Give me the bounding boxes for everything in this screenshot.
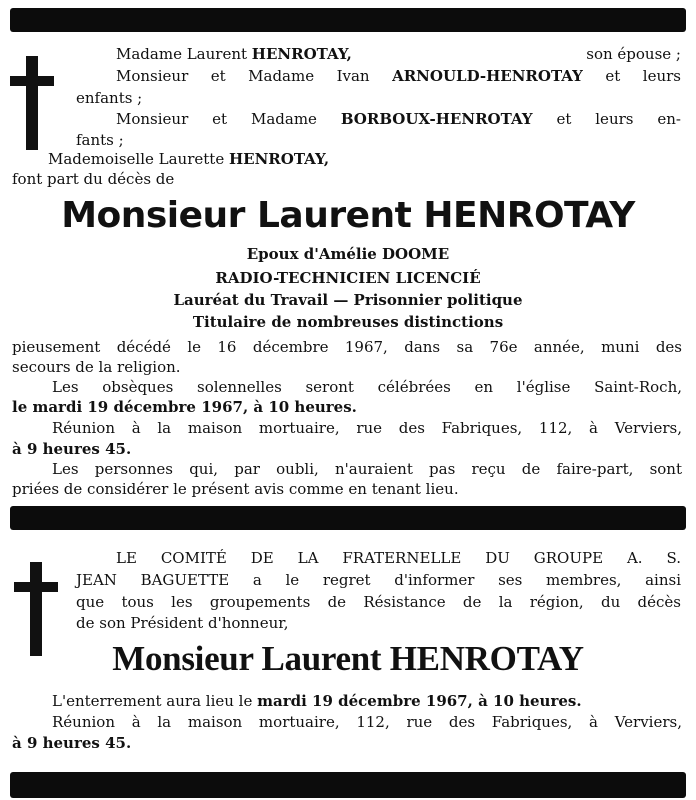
gathering-time-line: à 9 heures 45. xyxy=(12,734,132,752)
announcement-line: font part du décès de xyxy=(12,170,175,188)
body-line-7: Les personnes qui, par oubli, n'auraient pas reçu de faire-part, sont xyxy=(52,460,682,478)
body-line-8: priées de considérer le présent avis comme en tenant lieu. xyxy=(12,480,459,498)
honors-line: Lauréat du Travail — Prisonnier politique xyxy=(173,291,523,309)
cross-icon xyxy=(10,56,54,150)
family-line-2: Monsieur et Madame Ivan ARNOULD-HENROTAY et leurs xyxy=(116,67,681,85)
gathering-line: Réunion à la maison mortuaire, 112, rue des Fabriques, à Verviers, xyxy=(52,713,682,731)
body-line-2: secours de la religion. xyxy=(12,358,181,376)
family-line-5: fants ; xyxy=(76,131,124,149)
deceased-name-headline-2: Monsieur Laurent HENROTAY xyxy=(112,639,584,678)
committee-line-3: que tous les groupements de Résistance de la région, du décès xyxy=(76,593,681,611)
top-rule xyxy=(10,8,686,32)
committee-line-1: LE COMITÉ DE LA FRATERNELLE DU GROUPE A. S. xyxy=(116,549,681,567)
bottom-rule xyxy=(10,772,686,798)
committee-line-4: de son Président d'honneur, xyxy=(76,614,289,632)
committee-line-2: JEAN BAGUETTE a le regret d'informer ses membres, ainsi xyxy=(76,571,681,589)
family-line-1: Madame Laurent HENROTAY, son épouse ; xyxy=(116,45,681,63)
body-line-4: le mardi 19 décembre 1967, à 10 heures. xyxy=(12,398,357,416)
distinctions-line: Titulaire de nombreuses distinctions xyxy=(192,313,504,331)
family-line-4: Monsieur et Madame BORBOUX-HENROTAY et leurs en- xyxy=(116,110,681,128)
body-line-5: Réunion à la maison mortuaire, rue des Fabriques, 112, à Verviers, xyxy=(52,419,682,437)
spouse-line: Epoux d'Amélie DOOME xyxy=(246,245,450,263)
body-line-3: Les obsèques solennelles seront célébrées en l'église Saint-Roch, xyxy=(52,378,682,396)
body-line-1: pieusement décédé le 16 décembre 1967, dans sa 76e année, muni des xyxy=(12,338,682,356)
deceased-name-headline: Monsieur Laurent HENROTAY xyxy=(61,195,635,236)
middle-rule xyxy=(10,506,686,530)
family-line-3: enfants ; xyxy=(76,89,143,107)
burial-line: L'enterrement aura lieu le mardi 19 décembre 1967, à 10 heures. xyxy=(52,692,582,710)
profession-line: RADIO-TECHNICIEN LICENCIÉ xyxy=(215,269,481,287)
body-line-6: à 9 heures 45. xyxy=(12,440,132,458)
family-line-6: Mademoiselle Laurette HENROTAY, xyxy=(48,150,330,168)
